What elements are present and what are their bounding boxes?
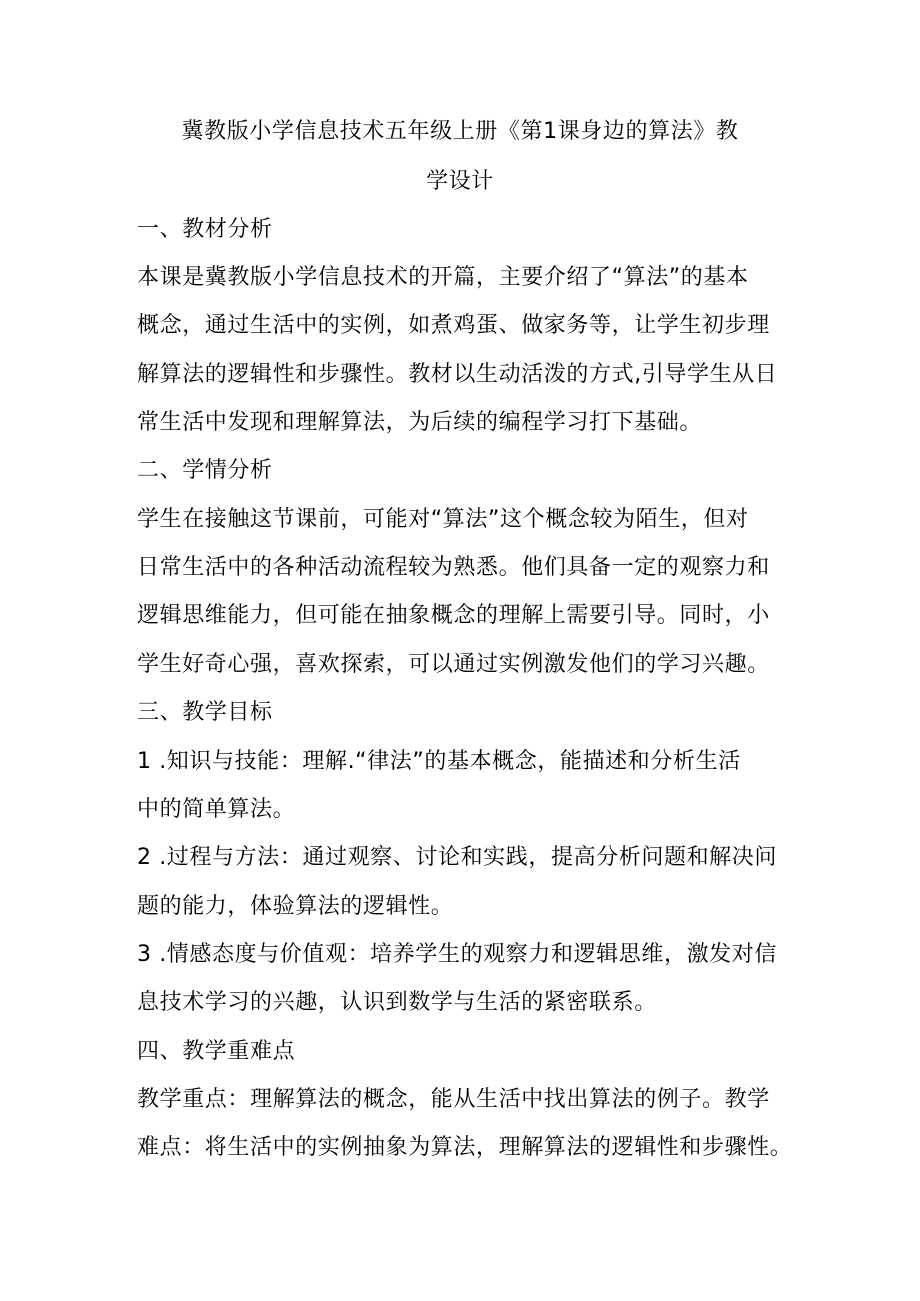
paragraph-line: 逻辑思维能力，但可能在抽象概念的理解上需要引导。同时，小 [137, 603, 770, 628]
paragraph-line: 2 .过程与方法：通过观察、讨论和实践，提高分析问题和解决问 [137, 845, 777, 870]
paragraph-line: 本课是冀教版小学信息技术的开篇，主要介绍了“算法”的基本 [137, 265, 749, 290]
paragraph-line: 学生好奇心强，喜欢探索，可以通过实例激发他们的学习兴趣。 [137, 652, 770, 677]
paragraph-line: 学生在接触这节课前，可能对“算法”这个概念较为陌生，但对 [137, 507, 749, 532]
document-title-line-2: 学设计 [426, 169, 494, 194]
paragraph-line: 1 .知识与技能：理解.“律法”的基本概念，能描述和分析生活 [137, 749, 741, 774]
paragraph-line: 息技术学习的兴趣，认识到数学与生活的紧密联系。 [137, 990, 657, 1015]
paragraph-line: 难点：将生活中的实例抽象为算法，理解算法的逻辑性和步骤性。 [137, 1135, 793, 1160]
section-heading-textbook-analysis: 一、教材分析 [137, 217, 273, 242]
section-heading-teaching-goals: 三、教学目标 [137, 700, 273, 725]
paragraph-line: 解算法的逻辑性和步骤性。教材以生动活泼的方式,引导学生从日 [137, 362, 778, 387]
paragraph-line: 中的简单算法。 [137, 797, 296, 822]
section-heading-student-analysis: 二、学情分析 [137, 458, 273, 483]
paragraph-line: 概念，通过生活中的实例，如煮鸡蛋、做家务等，让学生初步理 [137, 313, 770, 338]
paragraph-line: 教学重点：理解算法的概念，能从生活中找出算法的例子。教学 [137, 1087, 770, 1112]
paragraph-line: 3 .情感态度与价值观：培养学生的观察力和逻辑思维，激发对信 [137, 942, 777, 967]
paragraph-line: 题的能力，体验算法的逻辑性。 [137, 894, 454, 919]
paragraph-line: 常生活中发现和理解算法，为后续的编程学习打下基础。 [137, 410, 703, 435]
section-heading-key-points: 四、教学重难点 [137, 1039, 296, 1064]
paragraph-line: 日常生活中的各种活动流程较为熟悉。他们具备一定的观察力和 [137, 555, 770, 580]
document-title-line-1: 冀教版小学信息技术五年级上册《第1课身边的算法》教 [181, 119, 739, 144]
